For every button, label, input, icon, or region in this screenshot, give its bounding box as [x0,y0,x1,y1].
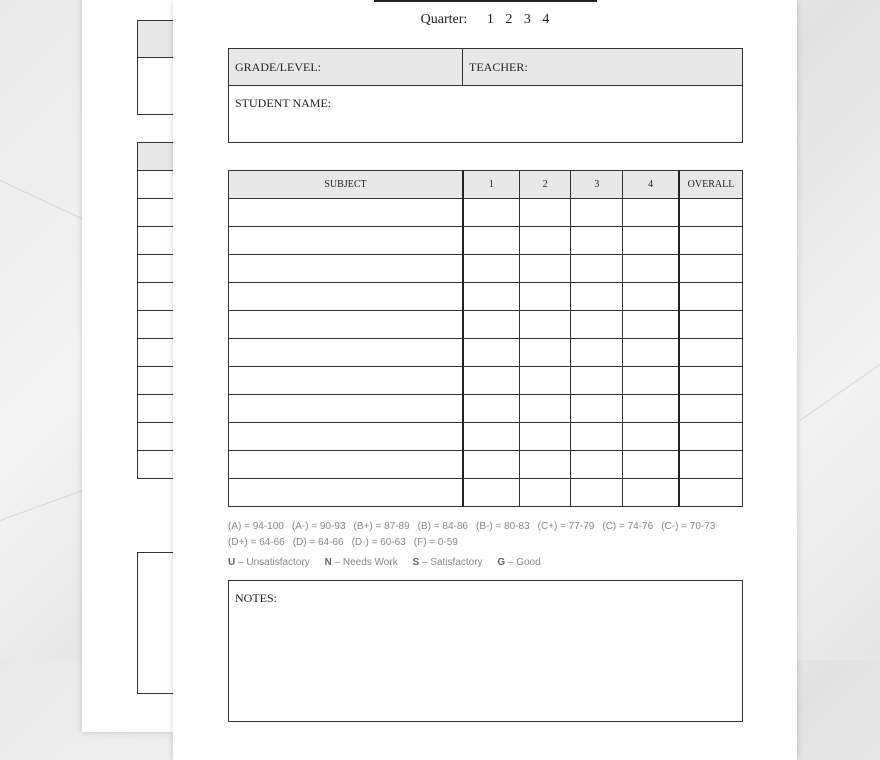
cell-q2[interactable] [519,367,571,395]
cell-overall[interactable] [679,423,743,451]
cell-subject[interactable] [229,451,464,479]
cell-q2[interactable] [519,199,571,227]
cell-q4[interactable] [623,283,679,311]
scale-item: (D-) = 60-63 [351,537,406,548]
cell-subject[interactable] [229,339,464,367]
cell-q2[interactable] [519,311,571,339]
cell-q4[interactable] [623,451,679,479]
cell-q3[interactable] [571,479,623,507]
cell-subject[interactable] [229,227,464,255]
title-bar [374,0,597,2]
col-q2: 2 [519,171,571,199]
cell-subject[interactable] [229,199,464,227]
col-q3: 3 [571,171,623,199]
scale-item: (C-) = 70-73 [661,521,716,532]
quarter-option[interactable]: 1 [486,12,494,27]
scale-item: (B+) = 87-89 [353,521,410,532]
cell-overall[interactable] [679,367,743,395]
cell-q2[interactable] [519,255,571,283]
cell-subject[interactable] [229,479,464,507]
scale-item: (C) = 74-76 [602,521,654,532]
cell-q4[interactable] [623,479,679,507]
cell-q1[interactable] [463,227,519,255]
cell-q2[interactable] [519,451,571,479]
cell-q2[interactable] [519,227,571,255]
cell-subject[interactable] [229,311,464,339]
table-row [229,199,743,227]
cell-q1[interactable] [463,339,519,367]
cell-q3[interactable] [571,227,623,255]
table-row [229,255,743,283]
cell-subject[interactable] [229,367,464,395]
student-name-field[interactable]: STUDENT NAME: [235,96,332,110]
table-row [229,227,743,255]
cell-overall[interactable] [679,255,743,283]
cell-q2[interactable] [519,339,571,367]
quarter-option[interactable]: 3 [523,12,531,27]
notes-label: NOTES: [235,591,277,605]
cell-q4[interactable] [623,339,679,367]
cell-q3[interactable] [571,283,623,311]
cell-q4[interactable] [623,227,679,255]
code-item: N – Needs Work [324,557,398,568]
cell-subject[interactable] [229,283,464,311]
cell-q4[interactable] [623,199,679,227]
scale-item: (B) = 84-86 [417,521,468,532]
table-row [229,311,743,339]
cell-q1[interactable] [463,479,519,507]
table-row [229,339,743,367]
behavior-codes [228,557,553,568]
cell-overall[interactable] [679,199,743,227]
cell-q1[interactable] [463,255,519,283]
table-row [229,283,743,311]
cell-overall[interactable] [679,451,743,479]
student-info-box [228,48,743,143]
cell-subject[interactable] [229,255,464,283]
cell-overall[interactable] [679,339,743,367]
cell-q1[interactable] [463,451,519,479]
cell-q4[interactable] [623,255,679,283]
cell-overall[interactable] [679,283,743,311]
cell-q1[interactable] [463,199,519,227]
cell-q1[interactable] [463,423,519,451]
table-row [229,367,743,395]
cell-q1[interactable] [463,283,519,311]
scale-item: (A) = 94-100 [228,521,284,532]
cell-overall[interactable] [679,227,743,255]
cell-q3[interactable] [571,199,623,227]
cell-q1[interactable] [463,311,519,339]
col-subject: SUBJECT [229,171,464,199]
table-row [229,451,743,479]
table-row [229,395,743,423]
col-q1: 1 [463,171,519,199]
cell-q3[interactable] [571,367,623,395]
grades-table [228,170,743,507]
scale-item: (A-) = 90-93 [291,521,346,532]
cell-q4[interactable] [623,423,679,451]
cell-subject[interactable] [229,423,464,451]
table-row [229,423,743,451]
quarter-selector [173,12,797,28]
scale-item: (D+) = 64-66 [228,537,285,548]
grade-level-field[interactable]: GRADE/LEVEL: [229,49,463,85]
scale-item: (D) = 64-66 [292,537,344,548]
quarter-label: Quarter: [420,12,468,27]
scale-item: (B-) = 80-83 [475,521,530,532]
quarter-option[interactable]: 4 [542,12,550,27]
cell-q4[interactable] [623,367,679,395]
cell-overall[interactable] [679,395,743,423]
code-item: S – Satisfactory [412,557,483,568]
cell-q3[interactable] [571,451,623,479]
cell-q3[interactable] [571,339,623,367]
cell-q3[interactable] [571,395,623,423]
cell-q4[interactable] [623,395,679,423]
quarter-option[interactable]: 2 [505,12,513,27]
cell-q3[interactable] [571,423,623,451]
cell-q2[interactable] [519,479,571,507]
cell-q1[interactable] [463,395,519,423]
cell-q4[interactable] [623,311,679,339]
scale-item: (C+) = 77-79 [537,521,595,532]
cell-q2[interactable] [519,423,571,451]
code-item: U – Unsatisfactory [228,557,310,568]
cell-overall[interactable] [679,311,743,339]
table-row [229,479,743,507]
marble-vein [800,351,880,421]
grading-scale [228,519,748,551]
notes-box[interactable] [228,580,743,722]
col-overall: OVERALL [679,171,743,199]
cell-subject[interactable] [229,395,464,423]
cell-overall[interactable] [679,479,743,507]
col-q4: 4 [623,171,679,199]
report-card-page [173,0,797,760]
code-item: G – Good [497,557,541,568]
scale-item: (F) = 0-59 [413,537,458,548]
cell-q2[interactable] [519,395,571,423]
cell-q3[interactable] [571,311,623,339]
teacher-field[interactable]: TEACHER: [463,49,742,85]
cell-q2[interactable] [519,283,571,311]
cell-q1[interactable] [463,367,519,395]
cell-q3[interactable] [571,255,623,283]
marble-vein [0,489,85,521]
